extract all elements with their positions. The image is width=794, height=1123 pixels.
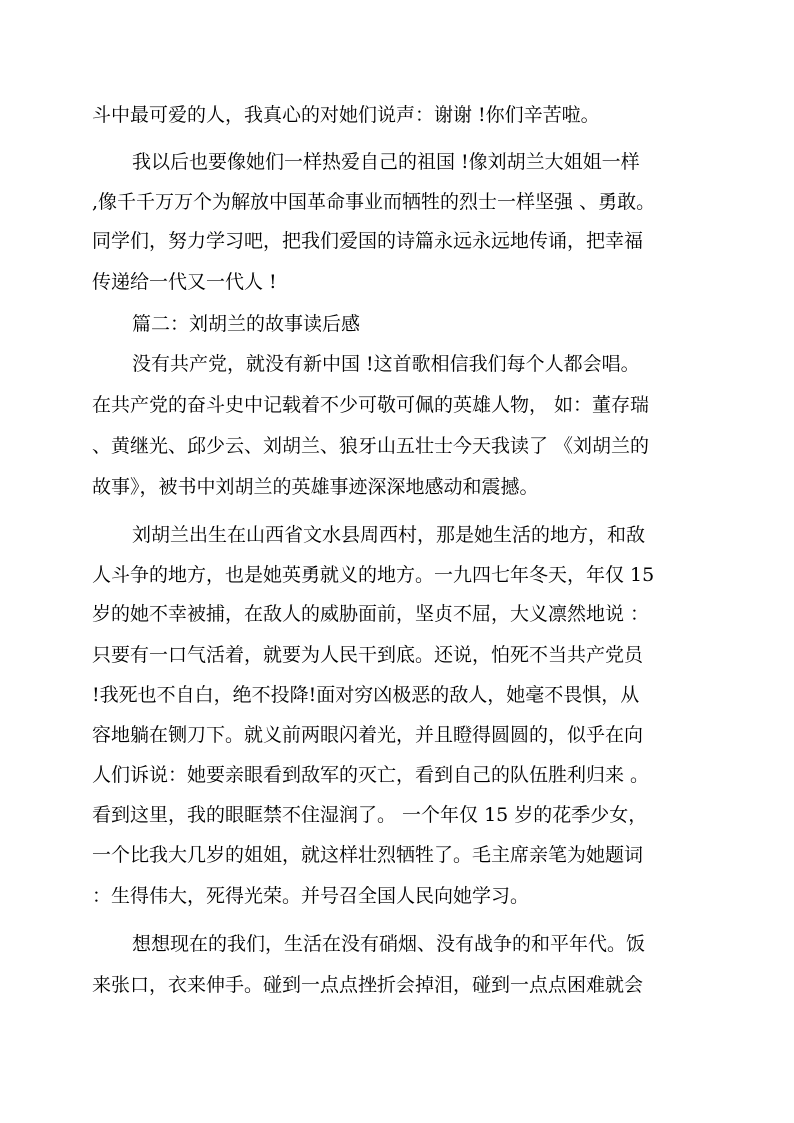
text-line: 没有共产党，就没有新中国 !这首歌相信我们每个人都会唱。: [132, 353, 640, 375]
text-line: 在共产党的奋斗史中记载着不少可敬可佩的英雄人物， 如：董存瑞: [92, 394, 650, 416]
text-line: 、黄继光、邱少云、刘胡兰、狼牙山五壮士今天我读了 《刘胡兰的: [92, 435, 650, 457]
text-line: 容地躺在铡刀下。就义前两眼闪着光，并且瞪得圆圆的，似乎在向: [92, 724, 644, 746]
text-line: 传递给一代又一代人 !: [92, 271, 277, 293]
section-heading: 篇二：刘胡兰的故事读后感: [132, 313, 361, 335]
text-line: 来张口，衣来伸手。碰到一点点挫折会掉泪，碰到一点点困难就会: [92, 974, 644, 996]
text-line: ：生得伟大，死得光荣。并号召全国人民向她学习。: [92, 885, 530, 907]
text-line: 刘胡兰出生在山西省文水县周西村，那是她生活的地方，和敌: [132, 524, 646, 546]
text-line: 想想现在的我们，生活在没有硝烟、没有战争的和平年代。饭: [132, 933, 646, 955]
text-line: 只要有一口气活着，就要为人民干到底。还说，怕死不当共产党员: [92, 644, 644, 666]
text-line: 人们诉说：她要亲眼看到敌军的灭亡，看到自己的队伍胜利归来 。: [92, 764, 650, 786]
text-line: 看到这里，我的眼眶禁不住湿润了。 一个年仅 15 岁的花季少女，: [92, 804, 648, 826]
text-line: 一个比我大几岁的姐姐，就这样壮烈牺牲了。毛主席亲笔为她题词: [92, 844, 644, 866]
text-line: ,像千千万万个为解放中国革命事业而牺牲的烈士一样坚强 、勇敢。: [92, 191, 656, 213]
text-line: 故事》，被书中刘胡兰的英雄事迹深深地感动和震撼。: [92, 476, 539, 498]
text-line: !我死也不自白，绝不投降!面对穷凶极恶的敌人，她毫不畏惧，从: [92, 684, 640, 706]
text-line: 斗中最可爱的人，我真心的对她们说声：谢谢 !你们辛苦啦。: [92, 104, 600, 126]
text-line: 我以后也要像她们一样热爱自己的祖国 !像刘胡兰大姐姐一样: [132, 151, 640, 173]
text-line: 人斗争的地方，也是她英勇就义的地方。一九四七年冬天，年仅 15: [92, 564, 655, 586]
text-line: 同学们，努力学习吧，把我们爱国的诗篇永远永远地传诵，把幸福: [92, 230, 644, 252]
text-line: 岁的她不幸被捕，在敌人的威胁面前，坚贞不屈，大义凛然地说 ：: [92, 603, 650, 625]
